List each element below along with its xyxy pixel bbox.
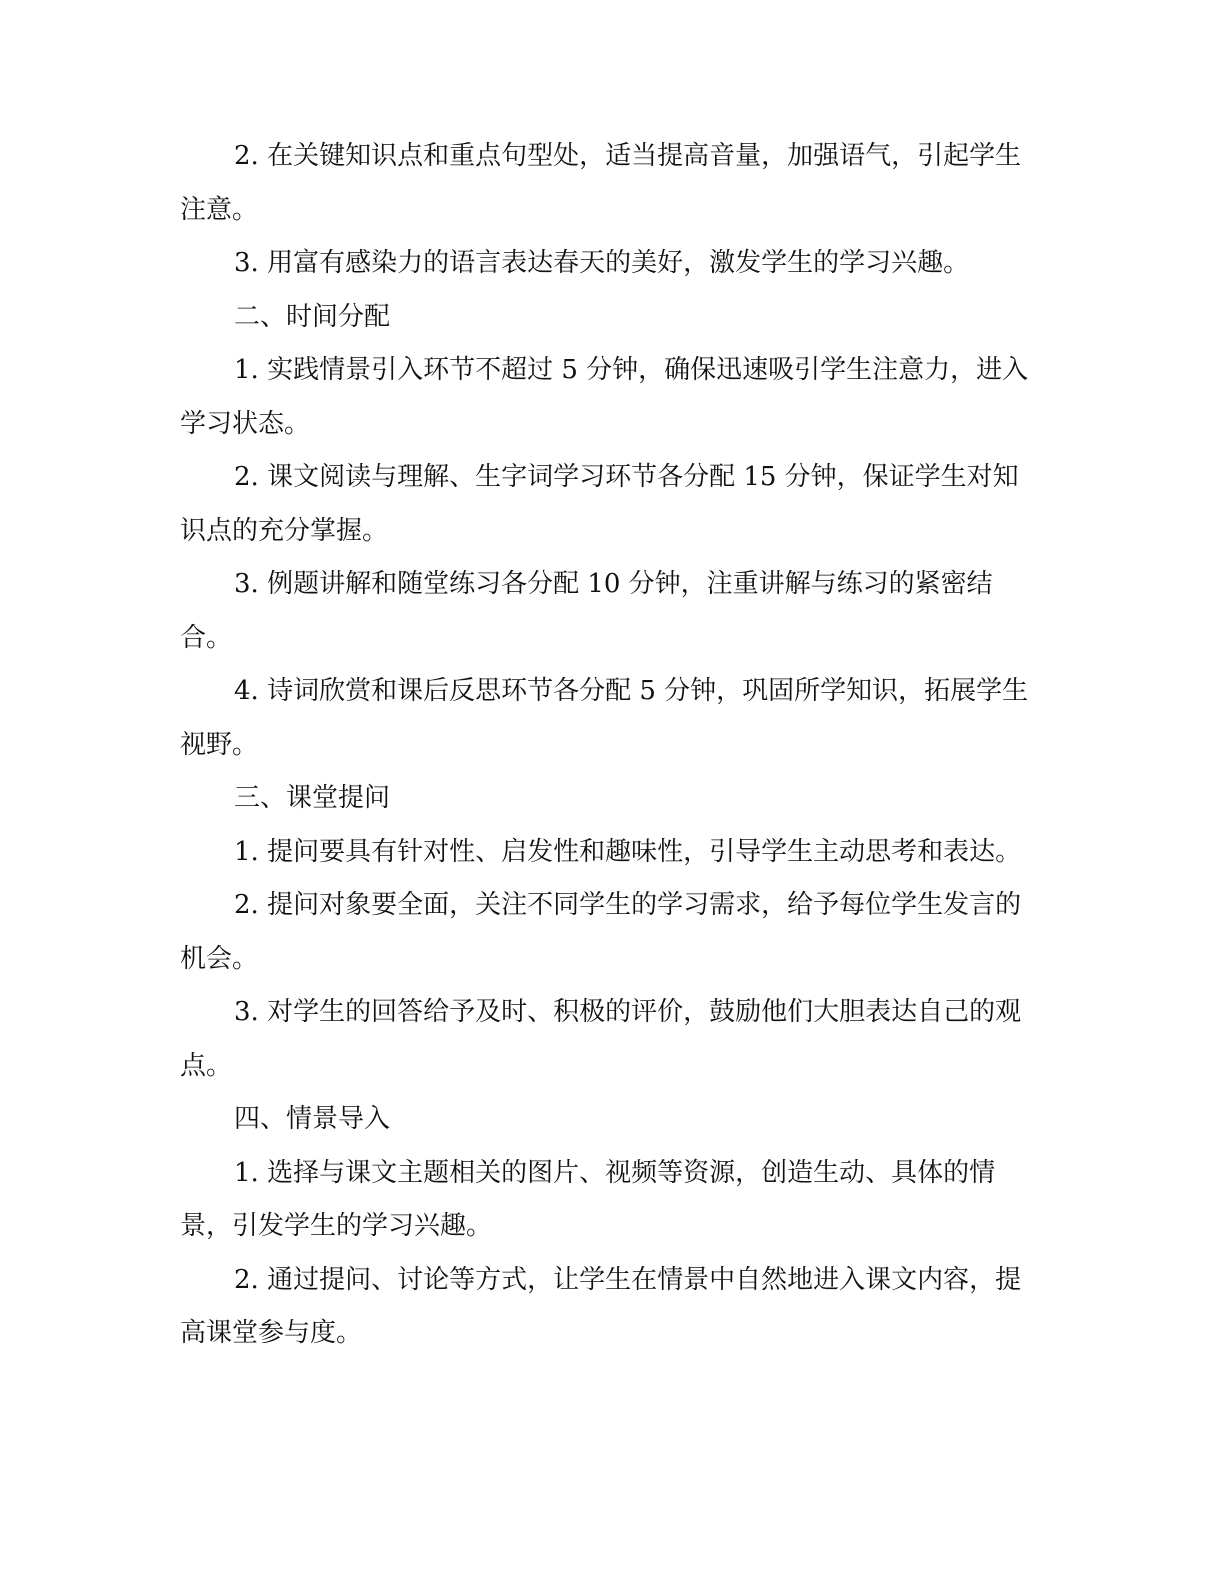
paragraph-expressive-language: 3. 用富有感染力的语言表达春天的美好，激发学生的学习兴趣。 xyxy=(234,248,970,278)
section-heading-time-allocation: 二、时间分配 xyxy=(234,301,391,332)
paragraph-time-poetry: 4. 诗词欣赏和课后反思环节各分配 5 分钟，巩固所学知识，拓展学生视野。 xyxy=(180,676,1029,760)
paragraph-question-targeted: 1. 提问要具有针对性、启发性和趣味性，引导学生主动思考和表达。 xyxy=(234,836,1022,867)
paragraph-scenario-discussion: 2. 通过提问、讨论等方式，让学生在情景中自然地进入课文内容，提高课堂参与度。 xyxy=(180,1264,1022,1348)
paragraph-time-practice: 3. 例题讲解和随堂练习各分配 10 分钟，注重讲解与练习的紧密结合。 xyxy=(180,569,993,653)
paragraph-volume-emphasis: 2. 在关键知识点和重点句型处，适当提高音量，加强语气，引起学生注意。 xyxy=(180,141,1022,225)
paragraph-question-feedback: 3. 对学生的回答给予及时、积极的评价，鼓励他们大胆表达自己的观点。 xyxy=(180,997,1022,1081)
section-heading-classroom-questions: 三、课堂提问 xyxy=(234,783,391,813)
paragraph-time-reading: 2. 课文阅读与理解、生字词学习环节各分配 15 分钟，保证学生对知识点的充分掌握。 xyxy=(180,462,1019,546)
document-body xyxy=(180,130,1030,1361)
paragraph-scenario-resources: 1. 选择与课文主题相关的图片、视频等资源，创造生动、具体的情景，引发学生的学习兴趣。 xyxy=(180,1157,996,1241)
section-heading-scenario-intro: 四、情景导入 xyxy=(234,1104,391,1134)
paragraph-question-scope: 2. 提问对象要全面，关注不同学生的学习需求，给予每位学生发言的机会。 xyxy=(180,890,1022,974)
paragraph-time-intro: 1. 实践情景引入环节不超过 5 分钟，确保迅速吸引学生注意力，进入学习状态。 xyxy=(180,355,1029,439)
